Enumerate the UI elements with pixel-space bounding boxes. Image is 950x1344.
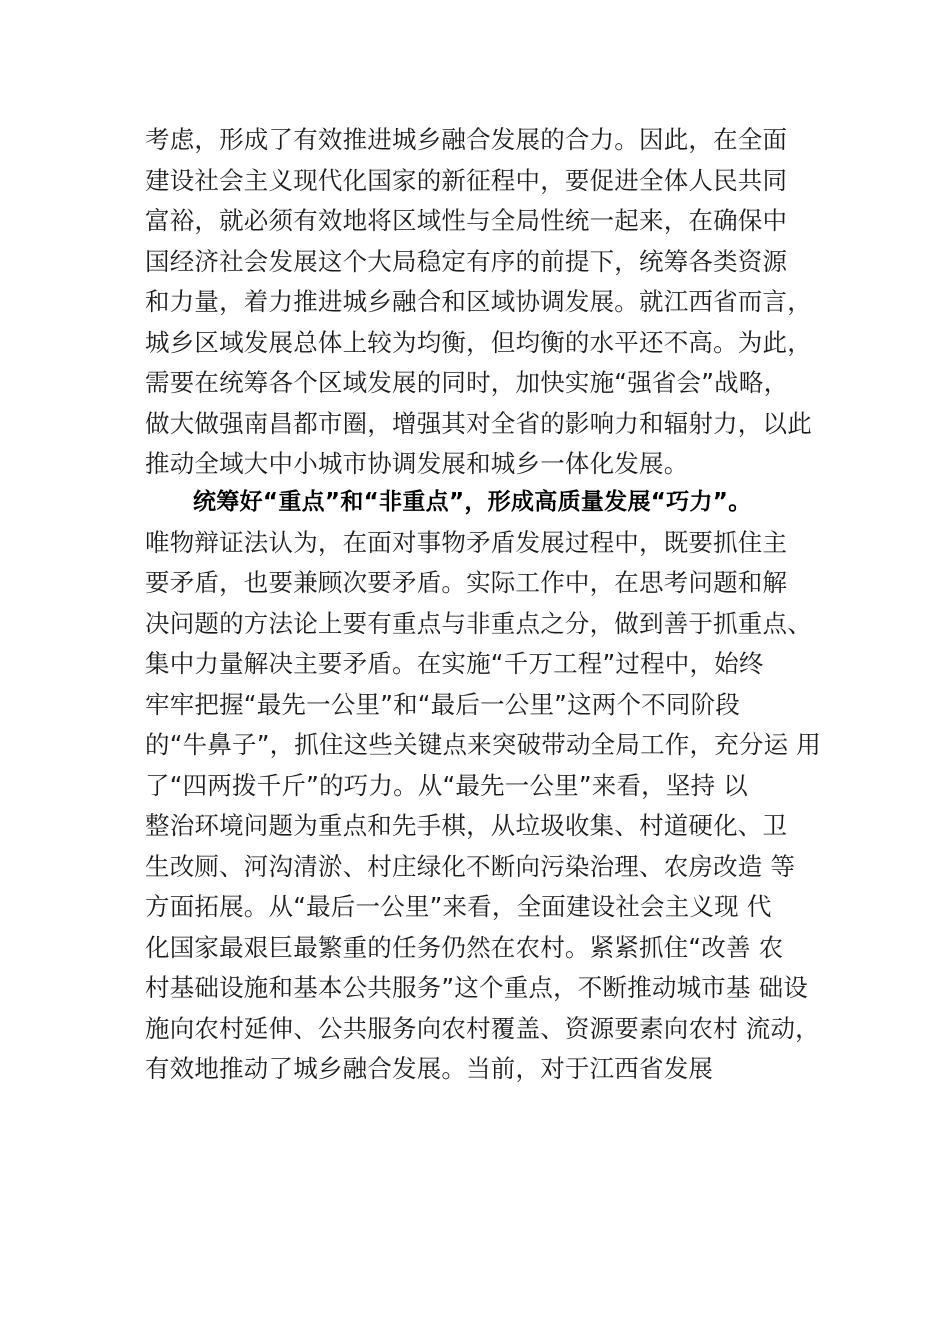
- text-line: 了“四两拨千斤”的巧力。从“最先一公里”来看，坚持 以: [145, 770, 748, 800]
- text-line: 考虑，形成了有效推进城乡融合发展的合力。因此，在全面: [145, 125, 788, 154]
- text-line: 方面拓展。从“最后一公里”来看，全面建设社会主义现 代: [145, 892, 772, 921]
- text-line: 的“牛鼻子”，抓住这些关键点来突破带动全局工作，充分运 用: [145, 730, 821, 759]
- text-line: 推动全域大中小城市协调发展和城乡一体化发展。: [145, 449, 689, 478]
- text-line: 做大做强南昌都市圈，增强其对全省的影响力和辐射力，以此: [145, 408, 812, 438]
- text-line: 村基础设施和基本公共服务”这个重点，不断推动城市基 础设: [145, 973, 809, 1002]
- text-line: 要矛盾，也要兼顾次要矛盾。实际工作中，在思考问题和解: [145, 568, 788, 597]
- text-line: 牢牢把握“最先一公里”和“最后一公里”这两个不同阶段: [145, 689, 740, 719]
- text-line: 生改厕、河沟清淤、村庄绿化不断向污染治理、农房改造 等: [145, 851, 796, 881]
- text-line: 国经济社会发展这个大局稳定有序的前提下，统筹各类资源: [145, 246, 788, 276]
- text-line: 施向农村延伸、公共服务向农村覆盖、资源要素向农村 流动，: [145, 1013, 820, 1043]
- text-line: 决问题的方法论上要有重点与非重点之分，做到善于抓重点、: [145, 608, 812, 638]
- text-line: 和力量，着力推进城乡融合和区域协调发展。就江西省而言，: [145, 287, 812, 316]
- text-line: 唯物辩证法认为，在面对事物矛盾发展过程中，既要抓住主: [145, 527, 788, 557]
- text-line: 化国家最艰巨最繁重的任务仍然在农村。紧紧抓住“改善 农: [145, 932, 784, 962]
- text-line: 有效地推动了城乡融合发展。当前，对于江西省发展: [145, 1054, 714, 1083]
- text-line: 需要在统筹各个区域发展的同时，加快实施“强省会”战略，: [145, 368, 789, 397]
- text-line: 富裕，就必须有效地将区域性与全局性统一起来，在确保中: [145, 206, 788, 235]
- paragraph-1: [145, 120, 845, 485]
- paragraph-2: [145, 482, 845, 1090]
- text-line: 城乡区域发展总体上较为均衡，但均衡的水平还不高。为此，: [145, 327, 812, 357]
- text-line: 建设社会主义现代化国家的新征程中，要促进全体人民共同: [145, 165, 788, 195]
- text-line: 集中力量解决主要矛盾。在实施“千万工程”过程中，始终: [145, 649, 764, 678]
- section-heading: 统筹好“重点”和“非重点”，形成高质量发展“巧力”。: [193, 489, 752, 515]
- text-line: 整治环境问题为重点和先手棋，从垃圾收集、村道硬化、卫: [145, 811, 788, 840]
